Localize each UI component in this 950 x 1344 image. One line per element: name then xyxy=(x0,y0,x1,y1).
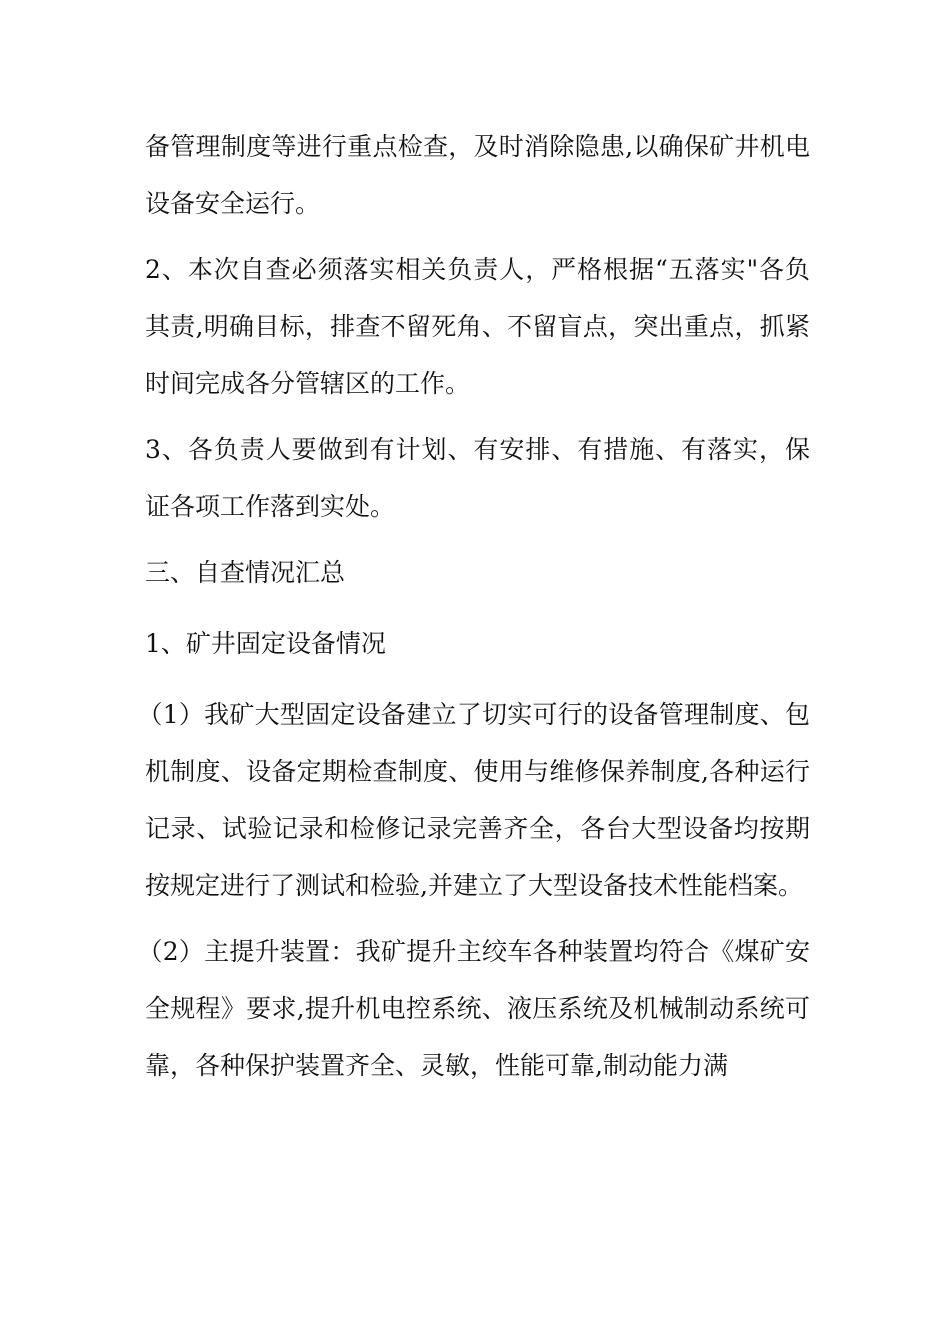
paragraph-fixed-equipment: （1）我矿大型固定设备建立了切实可行的设备管理制度、包机制度、设备定期检查制度、使用与维修保养制度,各种运行记录、试验记录和检修记录完善齐全，各台大型设备均按期按规定进行了测试和检验,并建立了大型设备技术性能档案。 xyxy=(137,700,810,900)
document-page xyxy=(137,118,810,1103)
paragraph-item-3: 3、各负责人要做到有计划、有安排、有措施、有落实，保证各项工作落到实处。 xyxy=(145,435,810,521)
subsection-heading: 1、矿井固定设备情况 xyxy=(145,629,386,658)
paragraph-item-2: 2、本次自查必须落实相关负责人，严格根据“五落实"各负其责,明确目标，排查不留死角、不留盲点，突出重点，抓紧时间完成各分管辖区的工作。 xyxy=(145,255,810,398)
paragraph-main-hoist: （2）主提升装置：我矿提升主绞车各种装置均符合《煤矿安全规程》要求,提升机电控系统、液压系统及机械制动系统可靠，各种保护装置齐全、灵敏，性能可靠,制动能力满 xyxy=(137,937,810,1080)
paragraph-continuation: 备管理制度等进行重点检查，及时消除隐患,以确保矿井机电设备安全运行。 xyxy=(145,132,810,218)
section-heading: 三、自查情况汇总 xyxy=(145,558,346,587)
